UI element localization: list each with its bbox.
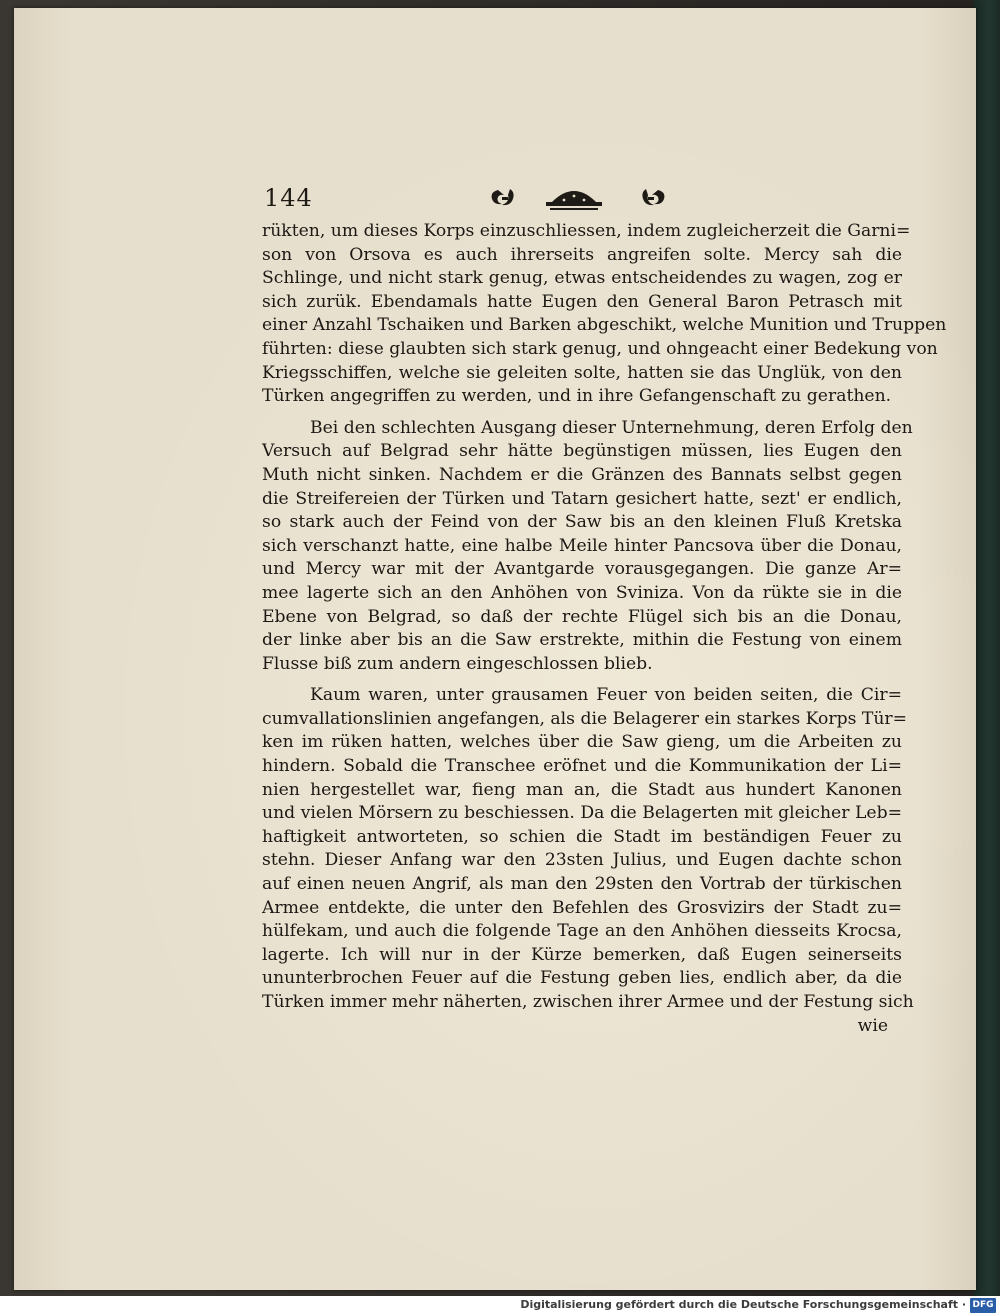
- text-line: cumvallationslinien angefangen, als die Belagerer ein starkes Korps Tür=: [262, 708, 908, 729]
- text-line: ununterbrochen Feuer auf die Festung geben lies, endlich aber, da die: [262, 968, 902, 989]
- text-line: Armee entdekte, die unter den Befehlen des Grosvizirs der Stadt zu=: [262, 897, 902, 918]
- text-line: rükten, um dieses Korps einzuschliessen, indem zugleicherzeit die Garni=: [262, 221, 911, 241]
- text-line: hülfekam, und auch die folgende Tage an den Anhöhen diesseits Krocsa,: [262, 921, 902, 942]
- paragraph-1: [262, 220, 947, 409]
- text-line: stehn. Dieser Anfang war den 23sten Julius, und Eugen dachte schon: [262, 850, 902, 871]
- page-number: 144: [264, 184, 313, 212]
- book-cover-edge: [974, 0, 1000, 1296]
- text-line: die Streifereien der Türken und Tatarn gesichert hatte, sezt' er endlich,: [262, 488, 902, 509]
- text-line: Versuch auf Belgrad sehr hätte begünstigen müssen, lies Eugen den: [262, 441, 902, 462]
- text-line: und Mercy war mit der Avantgarde vorausgegangen. Die ganze Ar=: [262, 559, 902, 580]
- text-line: so stark auch der Feind von der Saw bis an den kleinen Fluß Kretska: [262, 512, 902, 533]
- text-line: mee lagerte sich an den Anhöhen von Sviniza. Von da rükte sie in die: [262, 582, 902, 603]
- header-ornament-icon: [480, 184, 690, 214]
- body-text: [262, 220, 947, 1038]
- text-line: ken im rüken hatten, welches über die Saw gieng, um die Arbeiten zu: [262, 732, 902, 753]
- text-line: lagerte. Ich will nur in der Kürze bemerken, daß Eugen seinerseits: [262, 944, 902, 965]
- digitization-footer: [0, 1296, 1000, 1316]
- text-line: Muth nicht sinken. Nachdem er die Gränzen des Bannats selbst gegen: [262, 464, 902, 485]
- text-line: und vielen Mörsern zu beschiessen. Da die Belagerten mit gleicher Leb=: [262, 803, 902, 824]
- paragraph-3: [262, 684, 914, 1014]
- text-line: Ebene von Belgrad, so daß der rechte Flügel sich bis an die Donau,: [262, 606, 902, 627]
- book-page: [14, 8, 976, 1290]
- text-line: der linke aber bis an die Saw erstrekte, mithin die Festung von einem: [262, 630, 902, 651]
- text-line: Schlinge, und nicht stark genug, etwas entscheidendes zu wagen, zog er: [262, 268, 902, 289]
- text-line: sich zurük. Ebendamals hatte Eugen den General Baron Petrasch mit: [262, 291, 902, 312]
- text-line: führten: diese glaubten sich stark genug, und ohngeacht einer Bedekung von: [262, 338, 938, 359]
- text-line: Türken angegriffen zu werden, und in ihre Gefangenschaft zu gerathen.: [262, 386, 892, 407]
- footer-credit: Digitalisierung gefördert durch die Deutsche Forschungsgemeinschaft ·: [520, 1298, 966, 1311]
- paragraph-gap: [262, 409, 902, 417]
- text-line: haftigkeit antworteten, so schien die Stadt im beständigen Feuer zu: [262, 826, 902, 847]
- text-line: Flusse biß zum andern eingeschlossen blieb.: [262, 653, 653, 674]
- catchword: wie: [857, 1015, 888, 1036]
- text-line: hindern. Sobald die Transchee eröfnet und die Kommunikation der Li=: [262, 756, 902, 777]
- text-line: Türken immer mehr näherten, zwischen ihrer Armee und der Festung sich: [262, 992, 914, 1012]
- page-header: [14, 184, 976, 216]
- text-line: einer Anzahl Tschaiken und Barken abgeschikt, welche Munition und Truppen: [262, 315, 947, 336]
- text-line: Bei den schlechten Ausgang dieser Unternehmung, deren Erfolg den: [310, 417, 913, 438]
- text-line: nien hergestellet war, fieng man an, die Stadt aus hundert Kanonen: [262, 779, 902, 800]
- text-line: son von Orsova es auch ihrerseits angreifen solte. Mercy sah die: [262, 244, 902, 265]
- paragraph-gap: [262, 676, 902, 684]
- dfg-logo-icon: DFG: [970, 1298, 996, 1313]
- text-line: Kaum waren, unter grausamen Feuer von beiden seiten, die Cir=: [310, 685, 902, 706]
- paragraph-2: [262, 417, 913, 677]
- text-line: Kriegsschiffen, welche sie geleiten solte, hatten sie das Unglük, von den: [262, 362, 902, 383]
- text-line: auf einen neuen Angrif, als man den 29sten den Vortrab der türkischen: [262, 874, 902, 895]
- text-line: sich verschanzt hatte, eine halbe Meile hinter Pancsova über die Donau,: [262, 535, 902, 556]
